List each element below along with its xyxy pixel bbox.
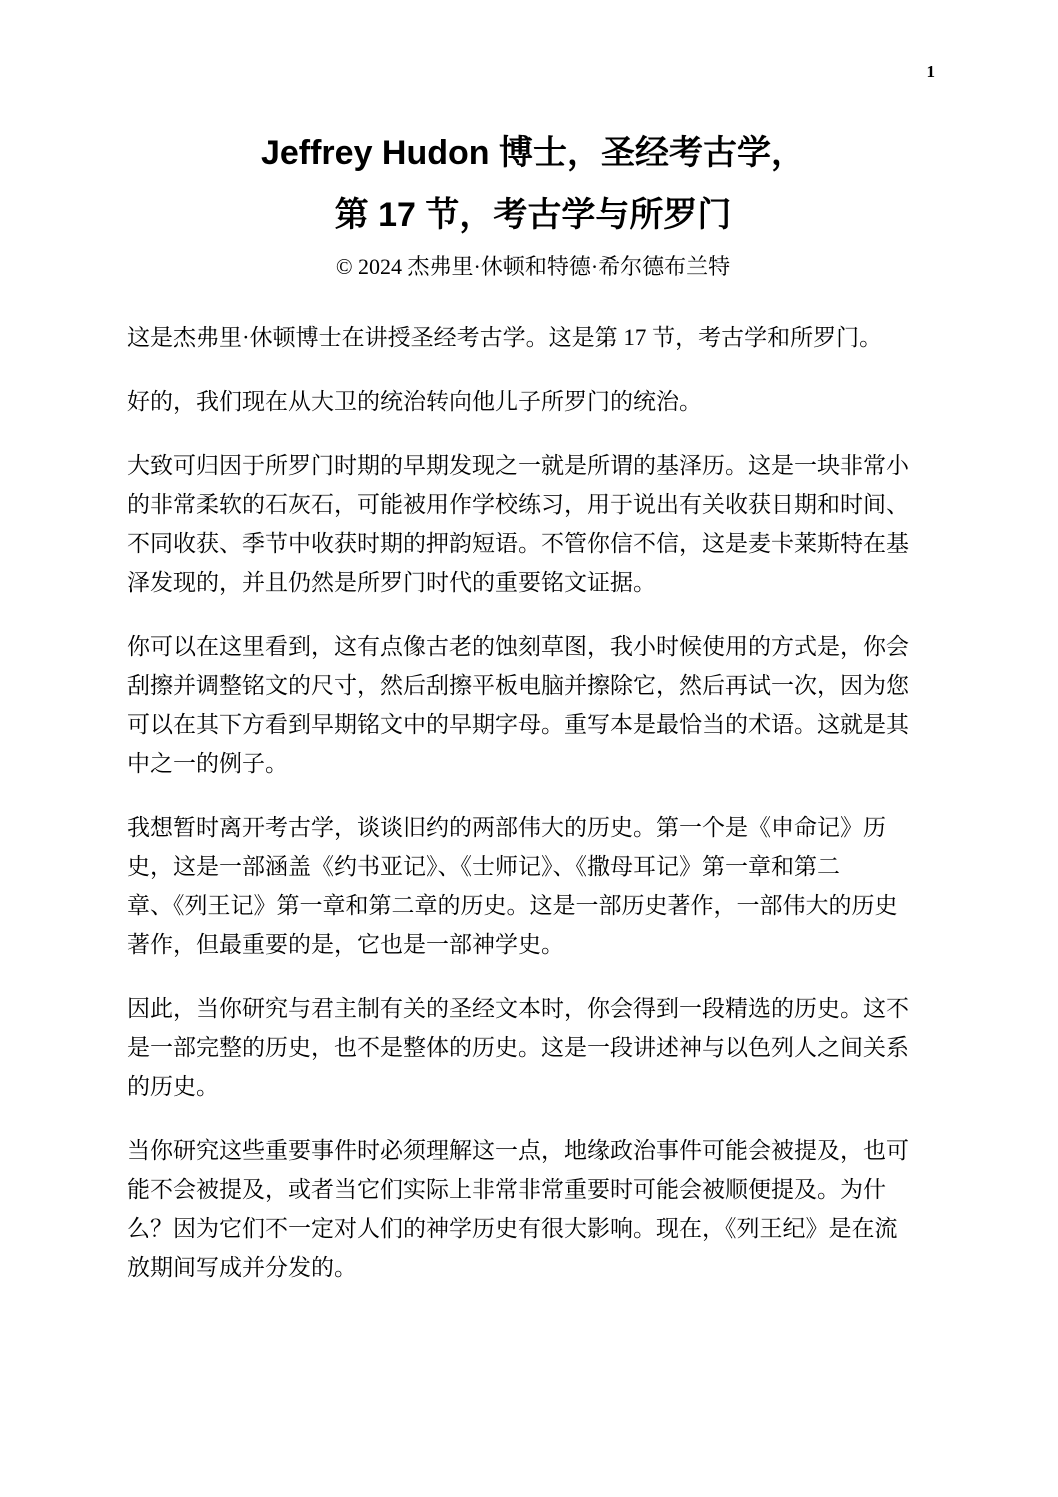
text-line: 可以在其下方看到早期铭文中的早期字母。重写本是最恰当的术语。这就是其 (127, 712, 909, 737)
text-line: 泽发现的，并且仍然是所罗门时代的重要铭文证据。 (127, 570, 656, 595)
text-line: 著作，但最重要的是，它也是一部神学史。 (127, 932, 564, 957)
text-line: 因此，当你研究与君主制有关的圣经文本时，你会得到一段精选的历史。这不 (127, 996, 909, 1021)
text-line: 你可以在这里看到，这有点像古老的蚀刻草图，我小时候使用的方式是，你会 (127, 634, 909, 659)
copyright-line: © 2024 杰弗里·休顿和特德·希尔德布兰特 (335, 254, 731, 279)
paragraph (127, 318, 943, 357)
paragraph (127, 808, 943, 964)
paragraph (127, 989, 943, 1106)
paragraph (127, 382, 943, 421)
text-line: 的非常柔软的石灰石，可能被用作学校练习，用于说出有关收获日期和时间、 (127, 492, 909, 517)
document-title (127, 122, 939, 246)
text-line: 的历史。 (127, 1074, 219, 1099)
text-line: 中之一的例子。 (127, 751, 288, 776)
title-line-2: 第 17 节，考古学与所罗门 (334, 196, 732, 234)
title-line-1: Jeffrey Hudon 博士，圣经考古学， (260, 134, 806, 172)
page-number: 1 (926, 62, 935, 81)
paragraph (127, 627, 943, 783)
text-line: 么？因为它们不一定对人们的神学历史有很大影响。现在，《列王纪》是在流 (127, 1216, 898, 1241)
text-line: 能不会被提及，或者当它们实际上非常非常重要时可能会被顺便提及。为什 (127, 1177, 886, 1202)
text-line: 好的，我们现在从大卫的统治转向他儿子所罗门的统治。 (127, 389, 702, 414)
text-line: 当你研究这些重要事件时必须理解这一点，地缘政治事件可能会被提及，也可 (127, 1138, 909, 1163)
text-line: 章、《列王记》第一章和第二章的历史。这是一部历史著作，一部伟大的历史 (127, 893, 898, 918)
text-line: 我想暂时离开考古学，谈谈旧约的两部伟大的历史。第一个是《申命记》历 (127, 815, 886, 840)
text-line: 这是杰弗里·休顿博士在讲授圣经考古学。这是第 17 节，考古学和所罗门。 (127, 325, 883, 350)
text-line: 大致可归因于所罗门时期的早期发现之一就是所谓的基泽历。这是一块非常小 (127, 453, 909, 478)
text-line: 放期间写成并分发的。 (127, 1255, 357, 1280)
paragraph (127, 446, 943, 602)
text-line: 不同收获、季节中收获时期的押韵短语。不管你信不信，这是麦卡莱斯特在基 (127, 531, 909, 556)
text-line: 刮擦并调整铭文的尺寸，然后刮擦平板电脑并擦除它，然后再试一次，因为您 (127, 673, 909, 698)
text-line: 是一部完整的历史，也不是整体的历史。这是一段讲述神与以色列人之间关系 (127, 1035, 909, 1060)
document-body (127, 318, 943, 1287)
paragraph (127, 1131, 943, 1287)
text-line: 史，这是一部涵盖《约书亚记》、《士师记》、《撒母耳记》第一章和第二 (127, 854, 840, 879)
